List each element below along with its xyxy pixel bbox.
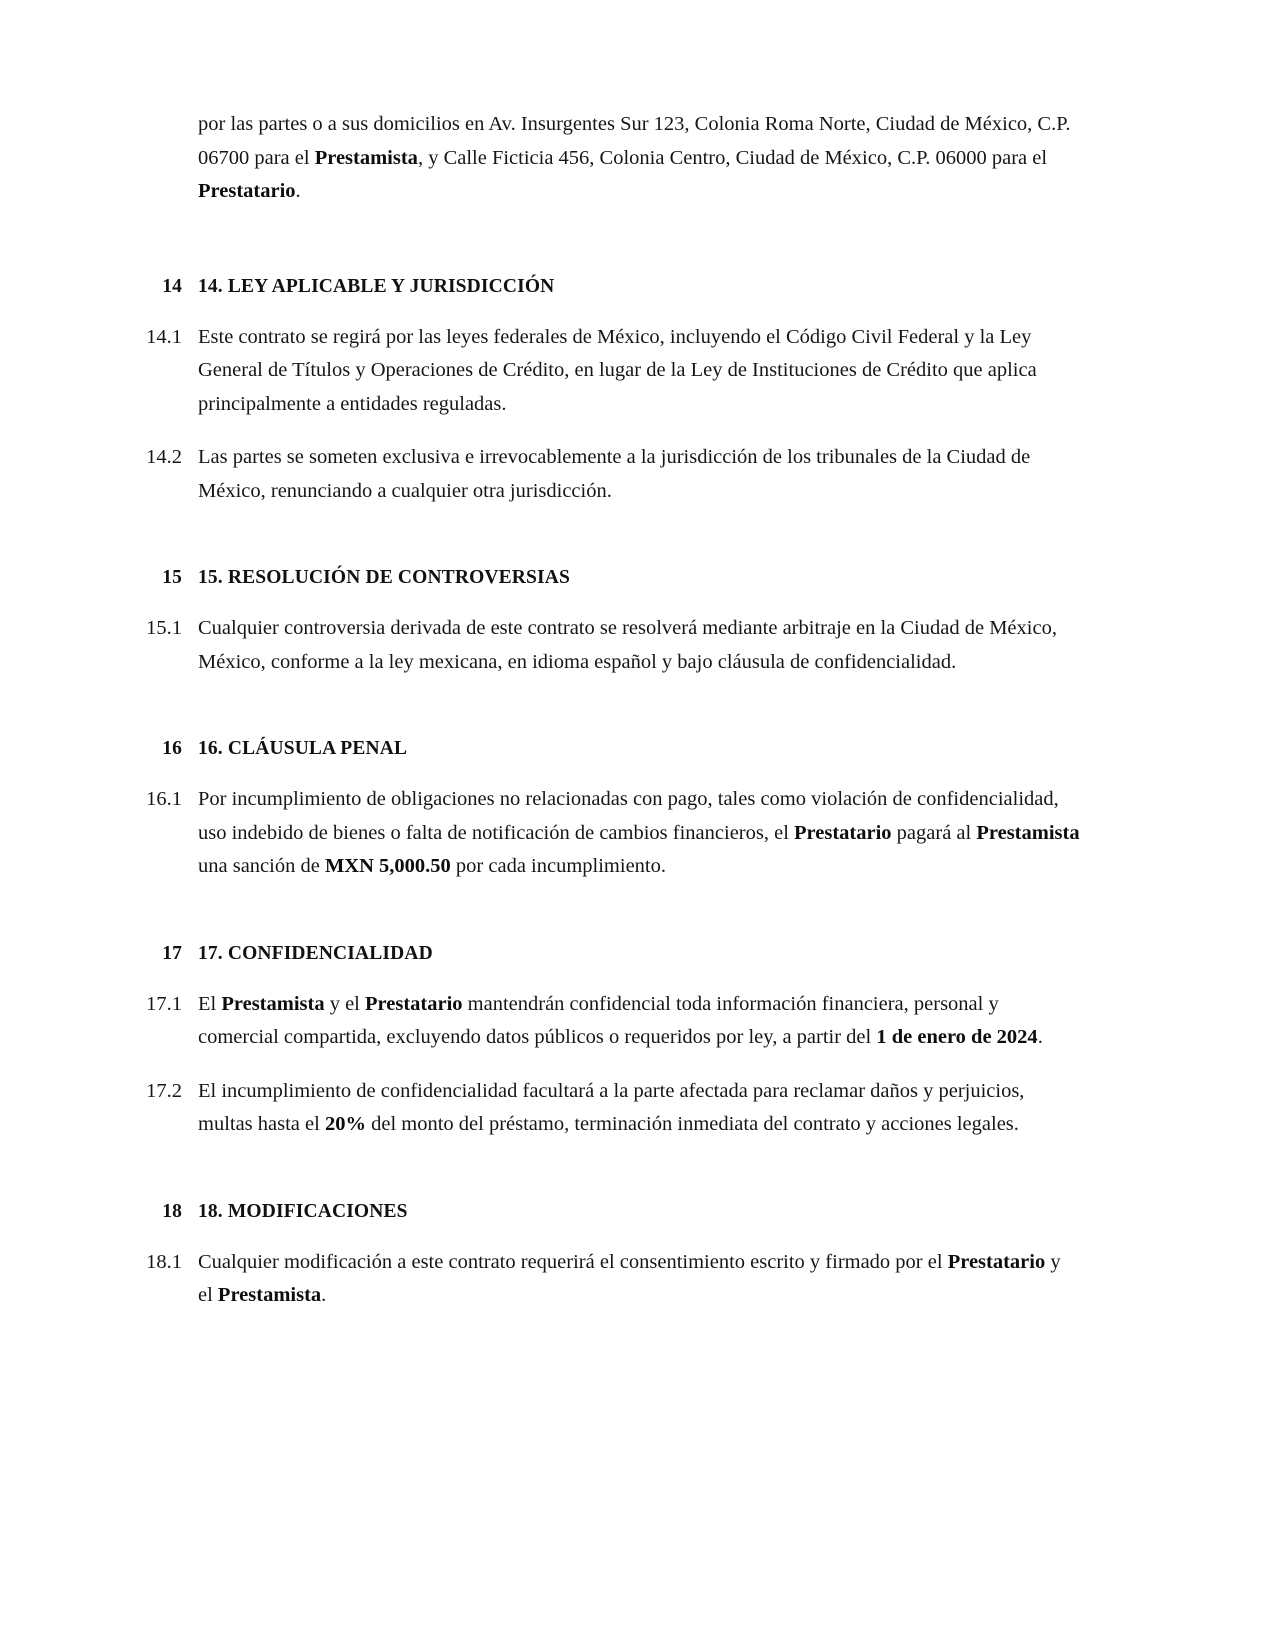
clause-number: 17.1 [146,992,182,1015]
clause-text: El incumplimiento de confidencialidad facultará a la parte afectada para reclamar daños y perjuicios, multas hasta el 20% del monto del préstamo, terminación inmediata del contrato y acciones legales. [198,1079,1025,1135]
section-title: 14. LEY APLICABLE Y JURISDICCIÓN [198,275,555,297]
section-number: 14 [162,275,182,297]
clause-14.1 [133,321,1080,422]
section-heading [133,735,1080,763]
clause-number: 17.2 [146,1079,182,1102]
clause-number: 15.1 [146,617,182,639]
section-title: 15. RESOLUCIÓN DE CONTROVERSIAS [198,567,570,588]
clause-number: 14.2 [146,446,182,468]
clause-text: Este contrato se regirá por las leyes federales de México, incluyendo el Código Civil Federal y la Ley General de Títulos y Operaciones de Crédito, en lugar de la Ley de Instituciones de Crédito que aplica principalmente a entidades reguladas. [198,325,1037,415]
clause-17.1 [133,988,1080,1055]
section-16 [133,735,1080,884]
section-number: 16 [162,738,182,759]
sections-container [133,273,1080,1313]
section-heading [133,1198,1080,1226]
document-body [133,108,1080,1313]
section-title: 17. CONFIDENCIALIDAD [198,942,433,964]
clause-14.2 [133,441,1080,508]
section-title: 16. CLÁUSULA PENAL [198,738,408,759]
section-number: 17 [162,942,182,964]
clause-text: Cualquier controversia derivada de este contrato se resolverá mediante arbitraje en la Ciudad de México, México, conforme a la ley mexicana, en idioma español y bajo cláusula de confidencialidad. [198,617,1057,673]
clause-text: Por incumplimiento de obligaciones no relacionadas con pago, tales como violación de confidencialidad, uso indebido de bienes o falta de notificación de cambios financieros, el Prestatario pagará al Prestamista una sanción de MXN 5,000.50 por cada incumplimiento. [198,788,1080,877]
clause-number: 14.1 [146,325,182,348]
clause-text: Cualquier modificación a este contrato requerirá el consentimiento escrito y firmado por el Prestatario y el Prestamista. [198,1250,1061,1306]
section-15 [133,564,1080,679]
intro-continuation-paragraph: por las partes o a sus domicilios en Av. Insurgentes Sur 123, Colonia Roma Norte, Ciudad de México, C.P. 06700 para el Prestamista, y Calle Ficticia 456, Colonia Centro, Ciudad de México, C.P. 06000 para el Prestatario. [198,113,1071,202]
section-heading [133,940,1080,968]
section-17 [133,940,1080,1142]
clause-15.1 [133,612,1080,679]
clause-16.1 [133,783,1080,884]
clause-text: Las partes se someten exclusiva e irrevocablemente a la jurisdicción de los tribunales de la Ciudad de México, renunciando a cualquier otra jurisdicción. [198,446,1031,502]
section-14 [133,273,1080,509]
section-heading [133,273,1080,301]
clause-text: El Prestamista y el Prestatario mantendrán confidencial toda información financiera, personal y comercial compartida, excluyendo datos públicos o requeridos por ley, a partir del 1 de enero de 2024. [198,992,1043,1048]
clause-17.2 [133,1075,1080,1142]
section-18 [133,1198,1080,1313]
section-number: 15 [162,567,182,588]
clause-number: 18.1 [146,1250,182,1273]
section-number: 18 [162,1200,182,1222]
clause-18.1 [133,1246,1080,1313]
section-heading [133,564,1080,592]
section-title: 18. MODIFICACIONES [198,1200,408,1222]
clause-number: 16.1 [146,788,182,810]
